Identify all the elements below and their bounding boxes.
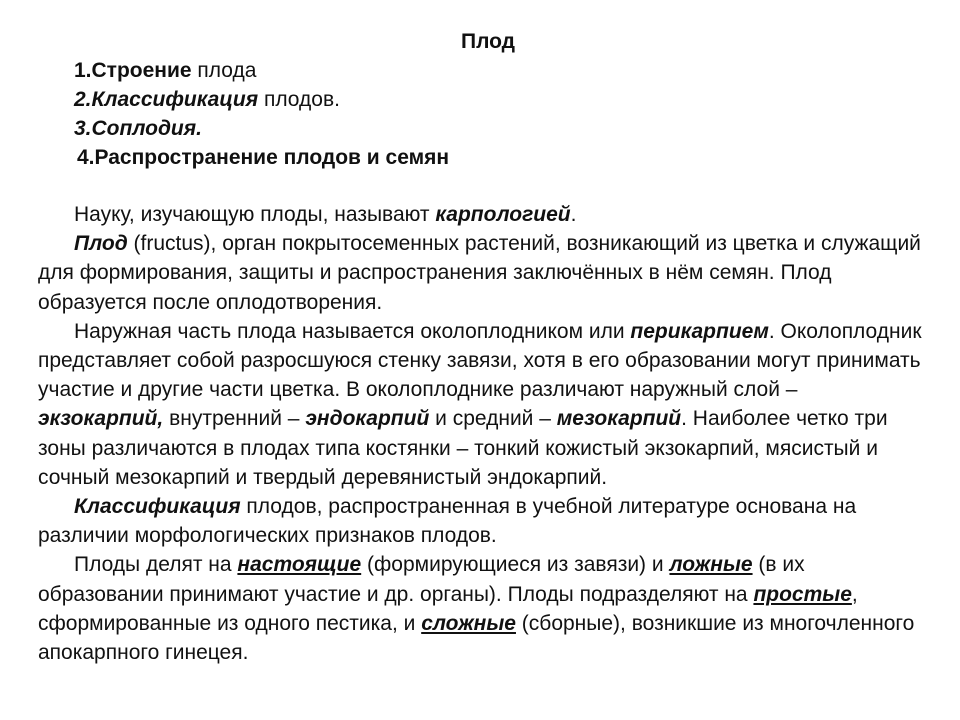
p1-end: . <box>570 203 577 226</box>
p1-text: Науку, изучающую плоды, называют <box>74 203 436 226</box>
outline-item-3-bold-italic: 3.Соплодия. <box>74 117 202 140</box>
outline-item-2-bold-italic: 2.Классификация <box>74 88 259 111</box>
outline-item-1-rest: плода <box>191 59 257 82</box>
term-false-fruits: ложные <box>669 553 753 577</box>
p3-text-2: . Околоплодник представляет собой разросшуюся стенку завязи, хотя в его образовании могут принимать участие и другие части цветка. В околоплоднике различают наружный слой – <box>38 319 922 402</box>
paragraph-carpology <box>38 200 928 229</box>
p5-text-3: (в их образовании принимают участие и др. органы). Плоды подразделяют на <box>38 553 805 606</box>
paragraph-pericarp <box>38 317 928 492</box>
body-text <box>38 200 928 667</box>
term-compound-fruits: сложные <box>421 611 516 635</box>
outline-item-4 <box>74 143 774 172</box>
term-pericarp: перикарпием <box>630 319 769 343</box>
term-true-fruits: настоящие <box>237 553 362 577</box>
outline-item-2 <box>74 85 774 114</box>
outline-item-1-bold: 1.Строение <box>74 59 192 82</box>
term-mesocarp: мезокарпий <box>556 407 682 431</box>
outline-list <box>74 56 774 172</box>
page-title: Плод <box>460 30 516 53</box>
paragraph-classification <box>38 492 928 550</box>
term-endocarp: эндокарпий <box>305 407 430 431</box>
outline-item-3 <box>74 114 774 143</box>
outline-item-4-bold: 4.Распространение плодов и семян <box>77 146 450 169</box>
p5-text-1: Плоды делят на <box>74 553 238 577</box>
outline-item-1 <box>74 56 774 85</box>
term-simple-fruits: простые <box>753 582 852 606</box>
p3-text-3: внутренний – <box>163 407 306 431</box>
paragraph-fruit-types <box>38 550 928 667</box>
paragraph-fruit-definition <box>38 229 928 317</box>
p5-text-2: (формирующиеся из завязи) и <box>361 553 670 577</box>
p3-text-5: . Наиболее четко три зоны различаются в плодах типа костянки – тонкий кожистый экзокарпий, мясистый и сочный мезокарпий и твердый деревянистый эндокарпий. <box>38 407 888 489</box>
term-carpology: карпологией <box>435 203 571 226</box>
p5-text-4: , сформированные из одного пестика, и <box>38 582 858 635</box>
p3-text-4: и средний – <box>429 407 557 431</box>
term-fruit: Плод <box>74 232 128 256</box>
p4-text: плодов, распространенная в учебной литературе основана на различии морфологических признаков плодов. <box>38 495 857 548</box>
term-exocarp: экзокарпий, <box>38 407 164 431</box>
term-classification: Классификация <box>74 495 241 519</box>
p3-text-1: Наружная часть плода называется околоплодником или <box>74 319 631 343</box>
p5-text-5: (сборные), возникшие из многочленного апокарпного гинецея. <box>38 611 915 665</box>
outline-item-2-rest: плодов. <box>258 88 340 111</box>
p2-text: (fructus), орган покрытосеменных растений, возникающий из цветка и служащий для формирования, защиты и распространения заключённых в нём семян. Плод образуется после оплодотворения. <box>38 232 921 314</box>
